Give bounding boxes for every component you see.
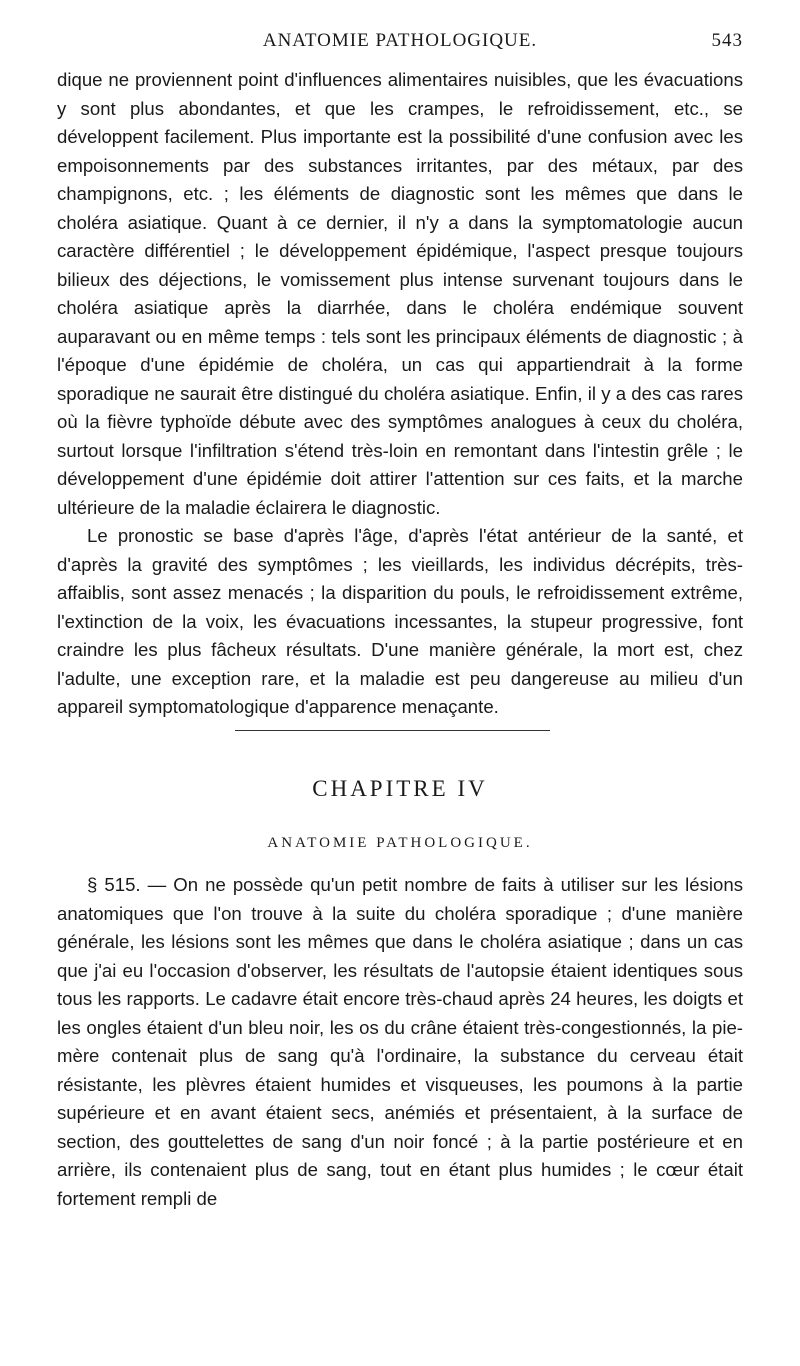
paragraph-prognosis: Le pronostic se base d'après l'âge, d'après l'état antérieur de la santé, et d'après la gravité des symptômes ; les vieillards, les individus décrépits, très-affaiblis, sont assez menacés ; la disparition du pouls, le refroidissement extrême, l'extinction de la voix, les évacuations incessantes, la stupeur progressive, font craindre les plus fâcheux résultats. D'une manière générale, la mort est, chez l'adulte, une exception rare, et la maladie est peu dangereuse au milieu d'un appareil symptomatologique d'apparence menaçante. (57, 525, 743, 717)
running-title: ANATOMIE PATHOLOGIQUE. (262, 30, 538, 51)
paragraph-diagnostic: dique ne proviennent point d'influences alimentaires nuisibles, que les évacuations y sont plus abondantes, et que les crampes, le refroidissement, etc., se développent facilement. Plus importante est la possibilité d'une confusion avec les empoisonnements par des substances irritantes, par des métaux, par des champignons, etc. ; les éléments de diagnostic sont les mêmes que dans le choléra asiatique. Quant à ce dernier, il n'y a dans la symptomatologie aucun caractère différentiel ; le développement épidémique, l'aspect presque toujours bilieux des déjections, le vomissement plus intense survenant toujours dans le choléra asiatique après la diarrhée, dans le choléra endémique souvent auparavant ou en même temps : tels sont les principaux éléments de diagnostic ; à l'époque d'une épidémie de choléra, un cas qui appartiendrait à la forme sporadique ne saurait être distingué du choléra asiatique. Enfin, il y a des cas rares où la fièvre typhoïde débute avec des symptômes analogues à ceux du choléra, surtout lorsque l'infiltration s'étend très-loin en remontant dans l'intestin grêle ; le développement d'une épidémie doit attirer l'attention sur ces faits, et la marche ultérieure de la maladie éclairera le diagnostic. (57, 69, 743, 518)
chapter-title: CHAPITRE IV (312, 776, 488, 801)
body-text (57, 66, 743, 722)
page-number: 543 (711, 30, 743, 51)
section-divider (235, 730, 550, 731)
section-text (57, 871, 743, 1213)
paragraph-section-515: § 515. — On ne possède qu'un petit nombre de faits à utiliser sur les lésions anatomiques que l'on trouve à la suite du choléra sporadique ; d'une manière générale, les lésions sont les mêmes que dans le choléra asiatique ; dans un cas que j'ai eu l'occasion d'observer, les résultats de l'autopsie étaient identiques sous tous les rapports. Le cadavre était encore très-chaud après 24 heures, les doigts et les ongles étaient d'un bleu noir, les os du crâne étaient très-congestionnés, la pie-mère contenait plus de sang qu'à l'ordinaire, la substance du cerveau était résistante, les plèvres étaient humides et visqueuses, les poumons à la partie supérieure et en avant étaient secs, anémiés et présentaient, à la surface de section, des gouttelettes de sang d'un noir foncé ; à la partie postérieure et en arrière, ils contenaient plus de sang, tout en étant plus humides ; le cœur était fortement rempli de (57, 874, 743, 1209)
book-page (57, 0, 743, 1366)
running-head (57, 30, 743, 56)
chapter-subtitle: ANATOMIE PATHOLOGIQUE. (267, 835, 533, 851)
